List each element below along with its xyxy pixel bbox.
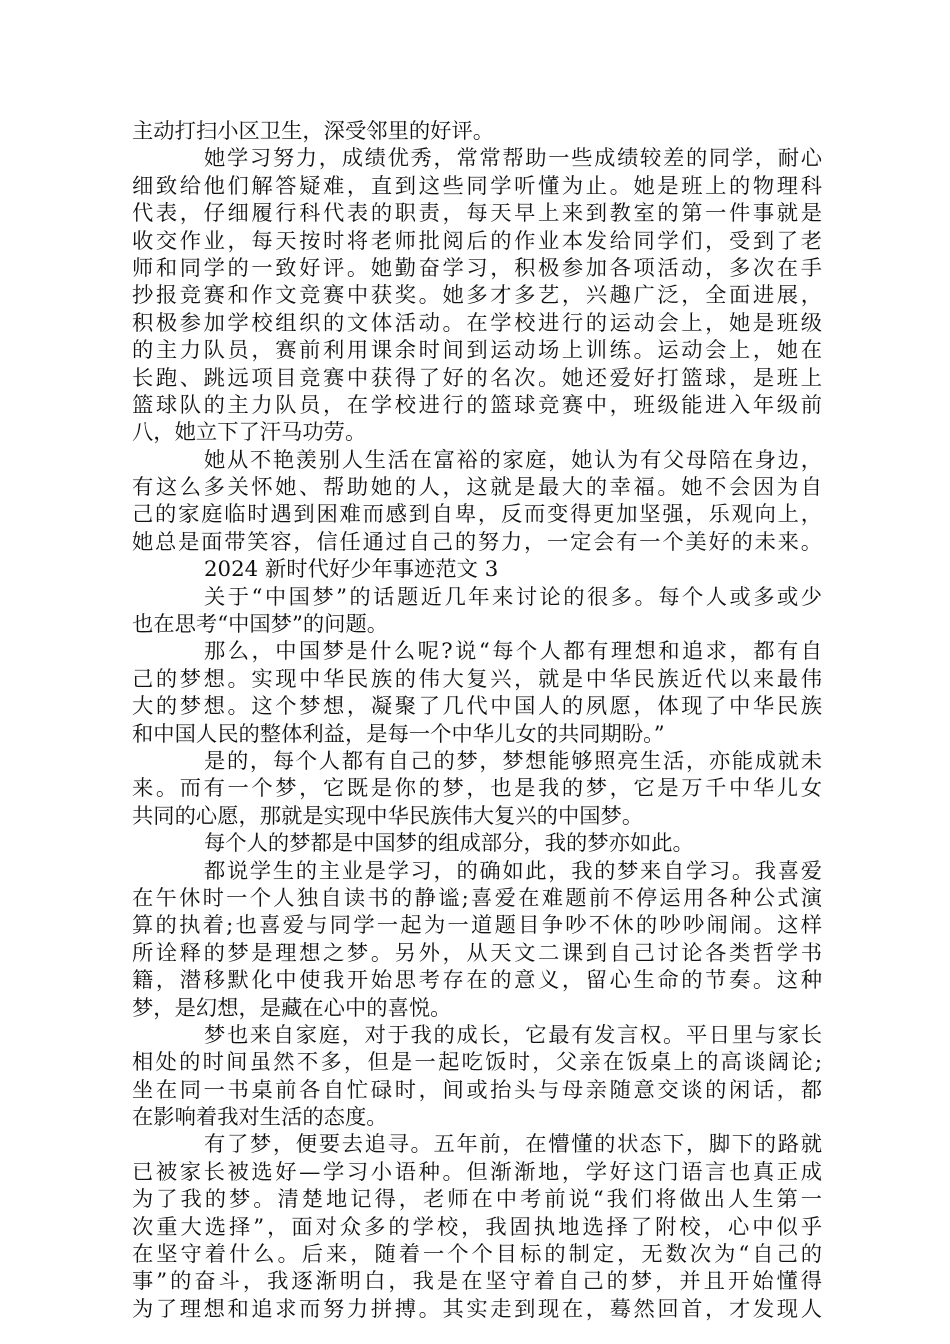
text-line: 长跑、跳远项目竞赛中获得了好的名次。她还爱好打篮球，是班上 <box>132 365 822 391</box>
text-line: 有这么多关怀她、帮助她的人，这就是最大的幸福。她不会因为自 <box>132 475 822 501</box>
text-line: 她总是面带笑容，信任通过自己的努力，一定会有一个美好的未来。 <box>132 529 822 555</box>
text-line: 所诠释的梦是理想之梦。另外，从天文二课到自己讨论各类哲学书 <box>132 940 822 966</box>
text-line: 算的执着;也喜爱与同学一起为一道题目争吵不休的吵吵闹闹。这样 <box>132 913 822 939</box>
text-line: 事”的奋斗，我逐渐明白，我是在坚守着自己的梦，并且开始懂得 <box>132 1269 822 1295</box>
text-line: 关于“中国梦”的话题近几年来讨论的很多。每个人或多或少 <box>204 584 822 610</box>
text-line: 八，她立下了汗马功劳。 <box>132 420 367 446</box>
text-line: 在影响着我对生活的态度。 <box>132 1105 388 1131</box>
text-line: 共同的心愿，那就是实现中华民族伟大复兴的中国梦。 <box>132 803 644 829</box>
text-line: 在坚守着什么。后来，随着一个个目标的制定，无数次为“自己的 <box>132 1242 822 1268</box>
text-line: 的主力队员，赛前利用课余时间到运动场上训练。运动会上，她在 <box>132 338 822 364</box>
text-line: 她学习努力，成绩优秀，常常帮助一些成绩较差的同学，耐心 <box>204 146 822 172</box>
text-line: 细致给他们解答疑难，直到这些同学听懂为止。她是班上的物理科 <box>132 173 822 199</box>
text-line: 为了我的梦。清楚地记得，老师在中考前说“我们将做出人生第一 <box>132 1187 822 1213</box>
text-line: 己的家庭临时遇到困难而感到自卑，反而变得更加坚强，乐观向上， <box>132 502 822 528</box>
text-line: 师和同学的一致好评。她勤奋学习，积极参加各项活动，多次在手 <box>132 255 822 281</box>
text-line: 来。而有一个梦，它既是你的梦，也是我的梦，它是万千中华儿女 <box>132 776 822 802</box>
text-line: 已被家长被选好—学习小语种。但渐渐地，学好这门语言也真正成 <box>132 1159 822 1185</box>
text-line: 篮球队的主力队员，在学校进行的篮球竞赛中，班级能进入年级前 <box>132 392 822 418</box>
document-page <box>132 118 822 1323</box>
text-line: 坐在同一书桌前各自忙碌时，间或抬头与母亲随意交谈的闲话，都 <box>132 1077 822 1103</box>
text-line: 大的梦想。这个梦想，凝聚了几代中国人的夙愿，体现了中华民族 <box>132 694 822 720</box>
text-line: 她从不艳羡别人生活在富裕的家庭，她认为有父母陪在身边， <box>204 447 822 473</box>
text-line: 籍，潜移默化中使我开始思考存在的意义，留心生命的节奏。这种 <box>132 968 822 994</box>
text-line: 积极参加学校组织的文体活动。在学校进行的运动会上，她是班级 <box>132 310 822 336</box>
text-line: 梦，是幻想，是藏在心中的喜悦。 <box>132 995 452 1021</box>
text-line: 也在思考“中国梦”的问题。 <box>132 612 389 638</box>
text-line: 和中国人民的整体利益，是每一个中华儿女的共同期盼。” <box>132 721 665 747</box>
text-line: 有了梦，便要去追寻。五年前，在懵懂的状态下，脚下的路就 <box>204 1132 822 1158</box>
text-line: 次重大选择”，面对众多的学校，我固执地选择了附校，心中似乎 <box>132 1214 822 1240</box>
text-line: 2024 新时代好少年事迹范文 3 <box>204 557 499 583</box>
text-line: 己的梦想。实现中华民族的伟大复兴，就是中华民族近代以来最伟 <box>132 666 822 692</box>
text-line: 主动打扫小区卫生，深受邻里的好评。 <box>132 119 495 144</box>
text-line: 那么，中国梦是什么呢?说“每个人都有理想和追求，都有自 <box>204 639 822 665</box>
text-line: 收交作业，每天按时将老师批阅后的作业本发给同学们，受到了老 <box>132 228 822 254</box>
text-line: 每个人的梦都是中国梦的组成部分，我的梦亦如此。 <box>204 831 694 857</box>
text-line: 在午休时一个人独自读书的静谧;喜爱在难题前不停运用各种公式演 <box>132 885 822 911</box>
text-line: 抄报竞赛和作文竞赛中获奖。她多才多艺，兴趣广泛，全面进展， <box>132 283 822 309</box>
text-line: 梦也来自家庭，对于我的成长，它最有发言权。平日里与家长 <box>204 1022 822 1048</box>
text-line: 相处的时间虽然不多，但是一起吃饭时，父亲在饭桌上的高谈阔论; <box>132 1050 822 1076</box>
text-line: 代表，仔细履行科代表的职责，每天早上来到教室的第一件事就是 <box>132 201 822 227</box>
text-line: 为了理想和追求而努力拼搏。其实走到现在，蓦然回首，才发现人 <box>132 1296 822 1322</box>
text-line: 都说学生的主业是学习，的确如此，我的梦来自学习。我喜爱 <box>204 858 822 884</box>
text-line: 是的，每个人都有自己的梦，梦想能够照亮生活，亦能成就未 <box>204 748 822 774</box>
